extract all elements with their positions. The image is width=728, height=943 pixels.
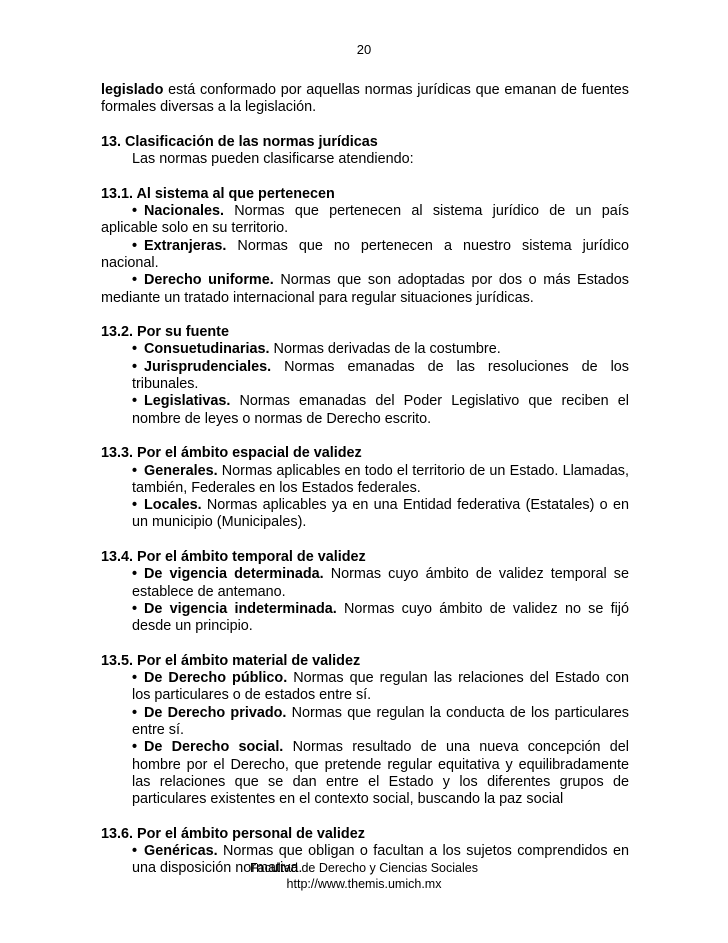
item-term: Nacionales. (144, 203, 224, 220)
item-text: Normas aplicables ya en una Entidad federativa (Estatales) o en un municipio (Municipales). (132, 497, 629, 531)
list-item (101, 739, 629, 808)
item-term: Genéricas. (144, 843, 218, 860)
list-item (101, 601, 629, 636)
bullet-icon: • (132, 237, 138, 254)
item-text: Normas que no pertenecen a nuestro sistema jurídico nacional. (101, 237, 629, 271)
intro-lead: legislado (101, 82, 164, 98)
item-term: De Derecho social. (144, 739, 284, 756)
item-term: Extranjeras. (144, 237, 227, 254)
item-text: Normas resultado de una nueva concepción del hombre por el Derecho, que pretende regular equitativa y equilibradamente las relaciones que se dan entre el Estado y los diferentes grupos de particulares existentes en el contexto social, buscando la paz social (132, 739, 629, 808)
list-item (101, 497, 629, 532)
item-text: Normas emanadas del Poder Legislativo que reciben el nombre de leyes o normas de Derecho escrito. (132, 393, 629, 427)
item-text: Normas que son adoptadas por dos o más Estados mediante un tratado internacional para regular situaciones jurídicas. (101, 272, 629, 306)
item-term: Legislativas. (144, 393, 231, 410)
bullet-icon: • (132, 203, 138, 220)
bullet-icon: • (132, 843, 138, 860)
bullet-icon: • (132, 341, 138, 358)
list-item (101, 566, 629, 601)
bullet-icon: • (132, 393, 138, 410)
section-13-2-title: 13.2. Por su fuente (101, 324, 229, 341)
section-13-text: Las normas pueden clasificarse atendiendo: (132, 151, 414, 168)
section-13-1-title: 13.1. Al sistema al que pertenecen (101, 185, 335, 202)
item-term: Derecho uniforme. (144, 272, 274, 289)
intro-text: está conformado por aquellas normas jurídicas que emanan de fuentes formales diversas a la legislación. (101, 82, 629, 116)
item-text: Normas que obligan o facultan a los sujetos comprendidos en una disposición normativa. (132, 843, 629, 877)
bullet-icon: • (132, 272, 138, 289)
section-13-6-title: 13.6. Por el ámbito personal de validez (101, 825, 365, 842)
item-text: Normas derivadas de la costumbre. (269, 341, 501, 358)
section-13-4-title: 13.4. Por el ámbito temporal de validez (101, 549, 366, 566)
list-item (101, 463, 629, 498)
item-text: Normas que regulan las relaciones del Estado con los particulares o de estados entre sí. (132, 670, 630, 704)
bullet-icon: • (132, 358, 138, 375)
footer-url: http://www.themis.umich.mx (286, 877, 442, 891)
page-footer (0, 860, 728, 892)
item-term: De Derecho privado. (144, 704, 287, 721)
intro-paragraph (101, 82, 629, 117)
footer-institution: Facultad de Derecho y Ciencias Sociales (250, 861, 478, 875)
list-item (101, 393, 629, 428)
item-term: De vigencia determinada. (144, 566, 324, 583)
list-item (101, 341, 629, 358)
list-item (101, 203, 629, 238)
list-item (101, 272, 629, 307)
section-13-5-title: 13.5. Por el ámbito material de validez (101, 652, 361, 669)
bullet-icon: • (132, 600, 138, 617)
item-term: Locales. (144, 497, 202, 514)
bullet-icon: • (132, 566, 138, 583)
bullet-icon: • (132, 704, 138, 721)
list-item (101, 359, 629, 394)
document-body (101, 82, 629, 878)
item-text: Normas cuyo ámbito de validez no se fijó desde un principio. (132, 600, 630, 635)
item-text: Normas que regulan la conducta de los particulares entre sí. (132, 704, 629, 738)
item-term: De vigencia indeterminada. (144, 600, 337, 617)
bullet-icon: • (132, 670, 138, 687)
item-term: Generales. (144, 462, 218, 479)
item-text: Normas emanadas de las resoluciones de los tribunales. (132, 358, 629, 393)
item-term: Jurisprudenciales. (144, 358, 272, 375)
item-term: De Derecho público. (144, 670, 288, 687)
section-13-title: 13. Clasificación de las normas jurídicas (101, 133, 378, 150)
section-13-3-title: 13.3. Por el ámbito espacial de validez (101, 445, 362, 462)
bullet-icon: • (132, 462, 138, 479)
list-item (101, 238, 629, 273)
page-number: 20 (356, 42, 372, 57)
bullet-icon: • (132, 497, 138, 514)
item-term: Consuetudinarias. (144, 341, 270, 358)
item-text: Normas que pertenecen al sistema jurídico de un país aplicable solo en su territorio. (101, 203, 629, 237)
item-text: Normas aplicables en todo el territorio de un Estado. Llamadas, también, Federales en los Estados federales. (132, 462, 629, 496)
list-item (101, 705, 629, 740)
item-text: Normas cuyo ámbito de validez temporal se establece de antemano. (132, 566, 629, 600)
bullet-icon: • (132, 739, 138, 756)
list-item (101, 670, 629, 705)
